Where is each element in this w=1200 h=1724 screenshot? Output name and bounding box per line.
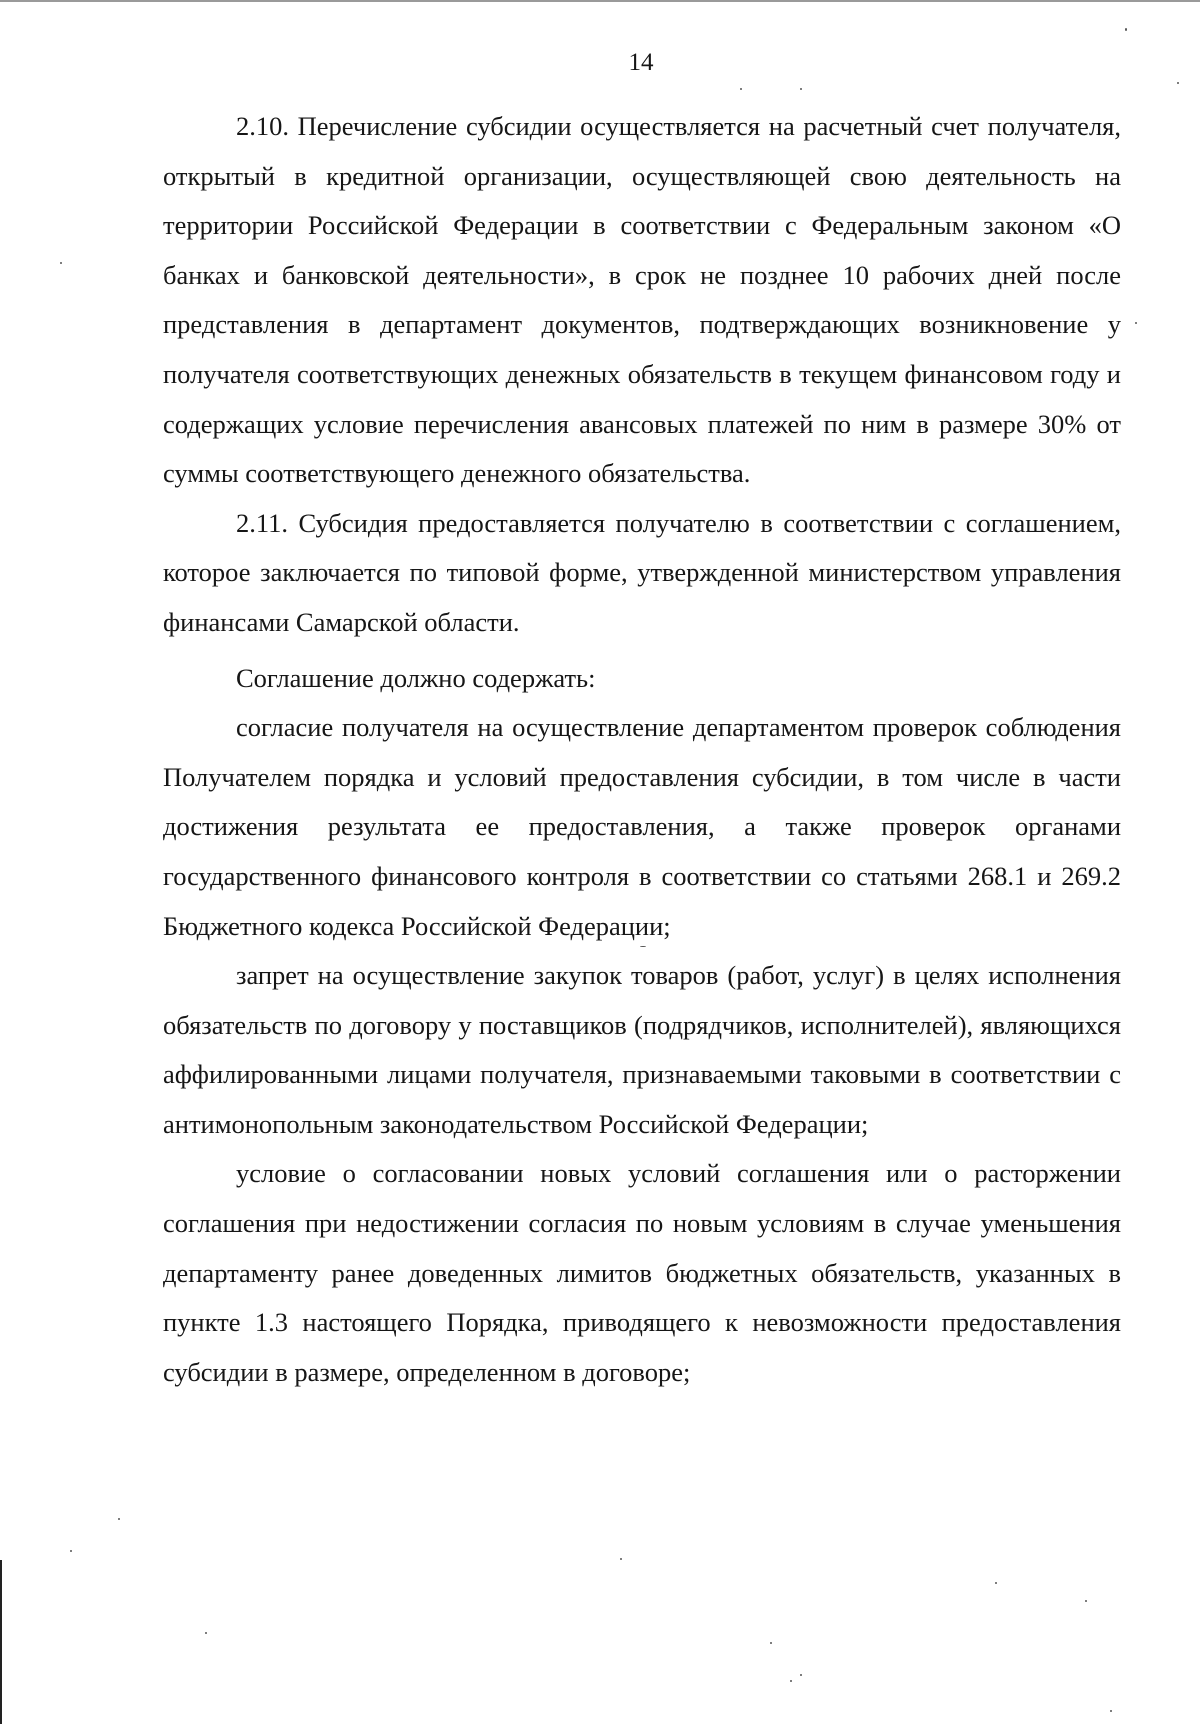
scan-speck	[800, 88, 802, 90]
scan-top-edge	[0, 0, 1200, 2]
paragraph-renegotiation-clause: условие о согласовании новых условий соглашения или о расторжении соглашения при недостижении согласия по новым условиям в случае уменьшения департаменту ранее доведенных лимитов бюджетных обязательств, указанных в пункте 1.3 настоящего Порядка, приводящего к невозможности предоставления субсидии в размере, определенном в договоре;	[163, 1158, 1121, 1387]
scan-left-edge	[0, 1560, 2, 1724]
scan-speck	[60, 262, 62, 264]
document-body	[163, 102, 1121, 1397]
scan-speck	[118, 1518, 120, 1520]
scan-speck	[1110, 1710, 1112, 1712]
page-number: 14	[628, 49, 654, 76]
paragraph-2-10: 2.10. Перечисление субсидии осуществляется на расчетный счет получателя, открытый в кредитной организации, осуществляющей свою деятельность на территории Российской Федерации в соответствии с Федеральным законом «О банках и банковской деятельности», в срок не позднее 10 рабочих дней после представления в департамент документов, подтверждающих возникновение у получателя соответствующих денежных обязательств в текущем финансовом году и содержащих условие перечисления авансовых платежей по ним в размере 30% от суммы соответствующего денежного обязательства.	[163, 111, 1121, 489]
scan-speck	[740, 88, 742, 90]
scan-speck	[205, 1632, 207, 1634]
scan-speck	[1125, 28, 1127, 31]
scan-speck	[790, 1680, 792, 1682]
scan-speck	[1135, 322, 1137, 324]
paragraph-2-11: 2.11. Субсидия предоставляется получателю в соответствии с соглашением, которое заключается по типовой форме, утвержденной министерством управления финансами Самарской области.	[163, 507, 1121, 637]
paragraph-procurement-ban: запрет на осуществление закупок товаров (работ, услуг) в целях исполнения обязательств по договору у поставщиков (подрядчиков, исполнителей), являющихся аффилированными лицами получателя, признаваемыми таковыми в соответствии с антимонопольным законодательством Российской Федерации;	[163, 960, 1121, 1139]
scan-speck	[640, 946, 646, 947]
scan-speck	[800, 1674, 802, 1676]
scan-speck	[1085, 1600, 1087, 1602]
paragraph-agreement-intro: Соглашение должно содержать:	[236, 662, 596, 693]
paragraph-consent-clause: согласие получателя на осуществление департаментом проверок соблюдения Получателем порядка и условий предоставления субсидии, в том числе в части достижения результата ее предоставления, а также проверок органами государственного финансового контроля в соответствии со статьями 268.1 и 269.2 Бюджетного кодекса Российской Федерации;	[163, 712, 1121, 941]
scan-speck	[770, 1642, 772, 1644]
scan-speck	[1177, 82, 1179, 84]
scan-speck	[70, 1550, 72, 1552]
scan-speck	[620, 1558, 622, 1560]
scan-speck	[995, 1582, 997, 1584]
